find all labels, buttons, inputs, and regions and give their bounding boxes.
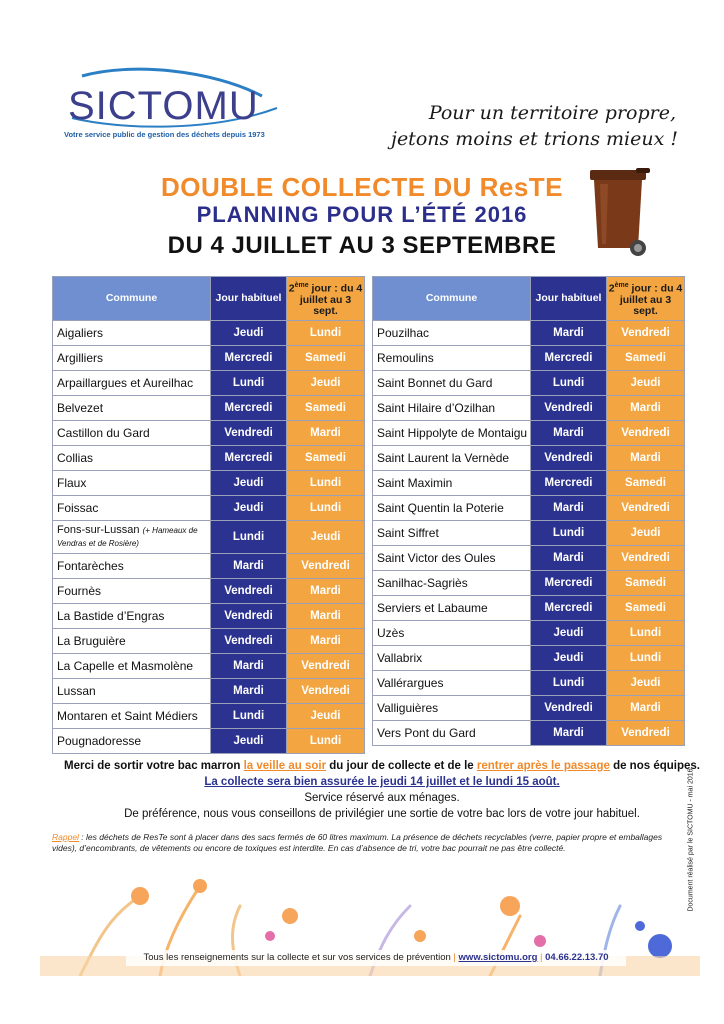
- cell-commune: Remoulins: [373, 346, 531, 371]
- table-row: [373, 321, 685, 346]
- cell-second-jour: Samedi: [607, 571, 685, 596]
- column-header-second-jour: 2ème jour : du 4 juillet au 3 sept.: [287, 277, 365, 321]
- title-double-collecte: DOUBLE COLLECTE DU ResTE: [160, 172, 564, 202]
- cell-commune: Flaux: [53, 471, 211, 496]
- rappel-text: : les déchets de ResTe sont à placer dans des sacs fermés de 60 litres maximum. La présence de déchets recyclables (verre, papier propre et emballages vides), d’encombrants, de vêtements ou encore de toxiques est interdite. En cas d’absence de tri, votre bac pourrait ne pas être collecté.: [52, 832, 663, 853]
- schedule-table-right: [372, 276, 685, 746]
- cell-second-jour: Lundi: [287, 496, 365, 521]
- table-row: [53, 371, 365, 396]
- slogan: [391, 100, 678, 152]
- cell-jour-habituel: Jeudi: [211, 321, 287, 346]
- cell-commune: Fournès: [53, 579, 211, 604]
- table-row: [373, 521, 685, 546]
- cell-jour-habituel: Mardi: [531, 546, 607, 571]
- cell-jour-habituel: Lundi: [211, 371, 287, 396]
- cell-jour-habituel: Vendredi: [531, 396, 607, 421]
- cell-jour-habituel: Vendredi: [531, 696, 607, 721]
- cell-jour-habituel: Mardi: [531, 321, 607, 346]
- cell-second-jour: Lundi: [607, 646, 685, 671]
- cell-commune: Saint Quentin la Poterie: [373, 496, 531, 521]
- cell-second-jour: Mardi: [287, 629, 365, 654]
- cell-second-jour: Vendredi: [607, 321, 685, 346]
- title-dates: DU 4 JUILLET AU 3 SEPTEMBRE: [167, 232, 557, 259]
- table-row: [373, 421, 685, 446]
- title-planning: PLANNING POUR L’ÉTÉ 2016: [196, 202, 528, 227]
- cell-second-jour: Jeudi: [607, 371, 685, 396]
- note-instructions: Merci de sortir votre bac marron la veille au soir du jour de collecte et de le rentrer après le passage de nos équipes.: [64, 760, 700, 772]
- table-row: [53, 521, 365, 554]
- cell-commune: Saint Laurent la Vernède: [373, 446, 531, 471]
- cell-second-jour: Lundi: [287, 321, 365, 346]
- table-row: [53, 554, 365, 579]
- document-credit: Document réalisé par le SICTOMU - mai 2016: [687, 768, 695, 912]
- cell-second-jour: Mardi: [607, 446, 685, 471]
- cell-commune: Uzès: [373, 621, 531, 646]
- cell-second-jour: Samedi: [607, 346, 685, 371]
- cell-commune: Serviers et Labaume: [373, 596, 531, 621]
- column-header-commune: Commune: [53, 277, 211, 321]
- table-row: [53, 679, 365, 704]
- logo-tagline: Votre service public de gestion des déchets depuis 1973: [64, 130, 265, 139]
- cell-jour-habituel: Lundi: [211, 704, 287, 729]
- cell-jour-habituel: Lundi: [211, 521, 287, 554]
- cell-commune-note: (+ Hameaux de Vendras et de Rosière): [57, 526, 198, 548]
- cell-commune: Castillon du Gard: [53, 421, 211, 446]
- column-header-jour-habituel: Jour habituel: [211, 277, 287, 321]
- cell-second-jour: Jeudi: [287, 704, 365, 729]
- table-row: [373, 546, 685, 571]
- cell-commune: Lussan: [53, 679, 211, 704]
- cell-second-jour: Mardi: [287, 604, 365, 629]
- table-row: [373, 646, 685, 671]
- cell-jour-habituel: Mardi: [211, 679, 287, 704]
- footer-text: Tous les renseignements sur la collecte et sur vos services de prévention: [143, 952, 451, 963]
- cell-jour-habituel: Vendredi: [211, 579, 287, 604]
- footer-phone: 04.66.22.13.70: [545, 952, 609, 963]
- cell-second-jour: Mardi: [287, 421, 365, 446]
- note-holidays: La collecte sera bien assurée le jeudi 14 juillet et le lundi 15 août.: [204, 776, 560, 788]
- column-header-second-jour: 2ème jour : du 4 juillet au 3 sept.: [607, 277, 685, 321]
- cell-second-jour: Jeudi: [607, 671, 685, 696]
- cell-second-jour: Samedi: [287, 446, 365, 471]
- table-row: [373, 621, 685, 646]
- table-row: [53, 496, 365, 521]
- cell-jour-habituel: Mardi: [211, 654, 287, 679]
- cell-jour-habituel: Jeudi: [211, 471, 287, 496]
- cell-commune: Fons-sur-Lussan (+ Hameaux de Vendras et de Rosière): [53, 521, 211, 554]
- sictomu-logo: [62, 66, 302, 146]
- logo-text: SICTOMU: [68, 84, 259, 128]
- cell-second-jour: Mardi: [607, 696, 685, 721]
- cell-commune: Saint Maximin: [373, 471, 531, 496]
- cell-jour-habituel: Mercredi: [531, 471, 607, 496]
- cell-commune: Sanilhac-Sagriès: [373, 571, 531, 596]
- table-row: [53, 579, 365, 604]
- cell-jour-habituel: Mardi: [531, 721, 607, 746]
- cell-second-jour: Jeudi: [287, 371, 365, 396]
- cell-commune: Arpaillargues et Aureilhac: [53, 371, 211, 396]
- cell-second-jour: Vendredi: [607, 546, 685, 571]
- cell-jour-habituel: Mercredi: [531, 596, 607, 621]
- cell-second-jour: Vendredi: [287, 654, 365, 679]
- table-row: [373, 396, 685, 421]
- column-header-jour-habituel: Jour habituel: [531, 277, 607, 321]
- table-row: [53, 421, 365, 446]
- cell-commune: Belvezet: [53, 396, 211, 421]
- footer-website-link[interactable]: www.sictomu.org: [458, 952, 538, 963]
- cell-second-jour: Samedi: [287, 396, 365, 421]
- cell-jour-habituel: Mardi: [531, 496, 607, 521]
- wheelie-bin-icon: [586, 166, 656, 258]
- cell-commune: Saint Victor des Oules: [373, 546, 531, 571]
- cell-commune: Pouzilhac: [373, 321, 531, 346]
- table-row: [53, 396, 365, 421]
- cell-commune: Argilliers: [53, 346, 211, 371]
- cell-second-jour: Jeudi: [607, 521, 685, 546]
- cell-second-jour: Lundi: [287, 471, 365, 496]
- table-row: [373, 496, 685, 521]
- cell-commune: Saint Bonnet du Gard: [373, 371, 531, 396]
- cell-second-jour: Vendredi: [607, 421, 685, 446]
- cell-jour-habituel: Mercredi: [211, 346, 287, 371]
- cell-jour-habituel: Jeudi: [211, 729, 287, 754]
- table-row: [373, 721, 685, 746]
- table-row: [53, 629, 365, 654]
- slogan-line-2: jetons moins et trions mieux !: [391, 128, 678, 150]
- table-row: [373, 571, 685, 596]
- cell-jour-habituel: Jeudi: [531, 621, 607, 646]
- cell-commune: Pougnadoresse: [53, 729, 211, 754]
- table-row: [373, 446, 685, 471]
- cell-second-jour: Samedi: [607, 596, 685, 621]
- cell-commune: La Capelle et Masmolène: [53, 654, 211, 679]
- table-row: [53, 604, 365, 629]
- column-header-commune: Commune: [373, 277, 531, 321]
- cell-jour-habituel: Vendredi: [531, 446, 607, 471]
- table-row: [53, 704, 365, 729]
- rappel-label: Rappel: [52, 832, 79, 842]
- cell-jour-habituel: Mercredi: [211, 396, 287, 421]
- table-row: [53, 654, 365, 679]
- cell-jour-habituel: Mercredi: [531, 571, 607, 596]
- cell-jour-habituel: Mercredi: [531, 346, 607, 371]
- slogan-line-1: Pour un territoire propre,: [428, 102, 676, 124]
- cell-jour-habituel: Lundi: [531, 371, 607, 396]
- cell-commune: Fontarèches: [53, 554, 211, 579]
- table-row: [373, 671, 685, 696]
- table-row: [373, 346, 685, 371]
- cell-commune: La Bruguière: [53, 629, 211, 654]
- table-row: [53, 446, 365, 471]
- cell-second-jour: Jeudi: [287, 521, 365, 554]
- table-row: [373, 371, 685, 396]
- cell-jour-habituel: Mardi: [211, 554, 287, 579]
- table-row: [373, 471, 685, 496]
- cell-second-jour: Samedi: [607, 471, 685, 496]
- cell-second-jour: Vendredi: [607, 496, 685, 521]
- cell-jour-habituel: Lundi: [531, 671, 607, 696]
- table-row: [373, 696, 685, 721]
- cell-second-jour: Lundi: [287, 729, 365, 754]
- table-row: [53, 346, 365, 371]
- table-row: [53, 471, 365, 496]
- rappel-note: [52, 832, 672, 854]
- cell-second-jour: Samedi: [287, 346, 365, 371]
- cell-jour-habituel: Vendredi: [211, 421, 287, 446]
- cell-jour-habituel: Mercredi: [211, 446, 287, 471]
- cell-jour-habituel: Lundi: [531, 521, 607, 546]
- note-households: Service réservé aux ménages.: [304, 792, 460, 804]
- schedule-table-left: [52, 276, 365, 754]
- cell-commune: Saint Hippolyte de Montaigu: [373, 421, 531, 446]
- cell-commune: Vers Pont du Gard: [373, 721, 531, 746]
- table-row: [373, 596, 685, 621]
- cell-second-jour: Vendredi: [607, 721, 685, 746]
- cell-commune: Saint Siffret: [373, 521, 531, 546]
- cell-commune: Saint Hilaire d’Ozilhan: [373, 396, 531, 421]
- cell-commune: Vallérargues: [373, 671, 531, 696]
- cell-second-jour: Mardi: [607, 396, 685, 421]
- cell-commune: Montaren et Saint Médiers: [53, 704, 211, 729]
- cell-commune: Collias: [53, 446, 211, 471]
- cell-jour-habituel: Vendredi: [211, 604, 287, 629]
- footer-bar: Tous les renseignements sur la collecte et sur vos services de prévention | www.sictomu.org | 04.66.22.13.70: [126, 950, 626, 966]
- cell-jour-habituel: Jeudi: [531, 646, 607, 671]
- cell-commune: Valliguières: [373, 696, 531, 721]
- cell-commune: Aigaliers: [53, 321, 211, 346]
- table-row: [53, 321, 365, 346]
- cell-jour-habituel: Mardi: [531, 421, 607, 446]
- cell-commune: La Bastide d’Engras: [53, 604, 211, 629]
- cell-second-jour: Vendredi: [287, 554, 365, 579]
- cell-second-jour: Vendredi: [287, 679, 365, 704]
- cell-jour-habituel: Jeudi: [211, 496, 287, 521]
- cell-jour-habituel: Vendredi: [211, 629, 287, 654]
- table-row: [53, 729, 365, 754]
- cell-commune: Foissac: [53, 496, 211, 521]
- cell-second-jour: Mardi: [287, 579, 365, 604]
- cell-commune: Vallabrix: [373, 646, 531, 671]
- collection-notes: [52, 760, 712, 824]
- note-preference: De préférence, nous vous conseillons de privilégier une sortie de votre bac lors de votre jour habituel.: [124, 808, 640, 820]
- cell-second-jour: Lundi: [607, 621, 685, 646]
